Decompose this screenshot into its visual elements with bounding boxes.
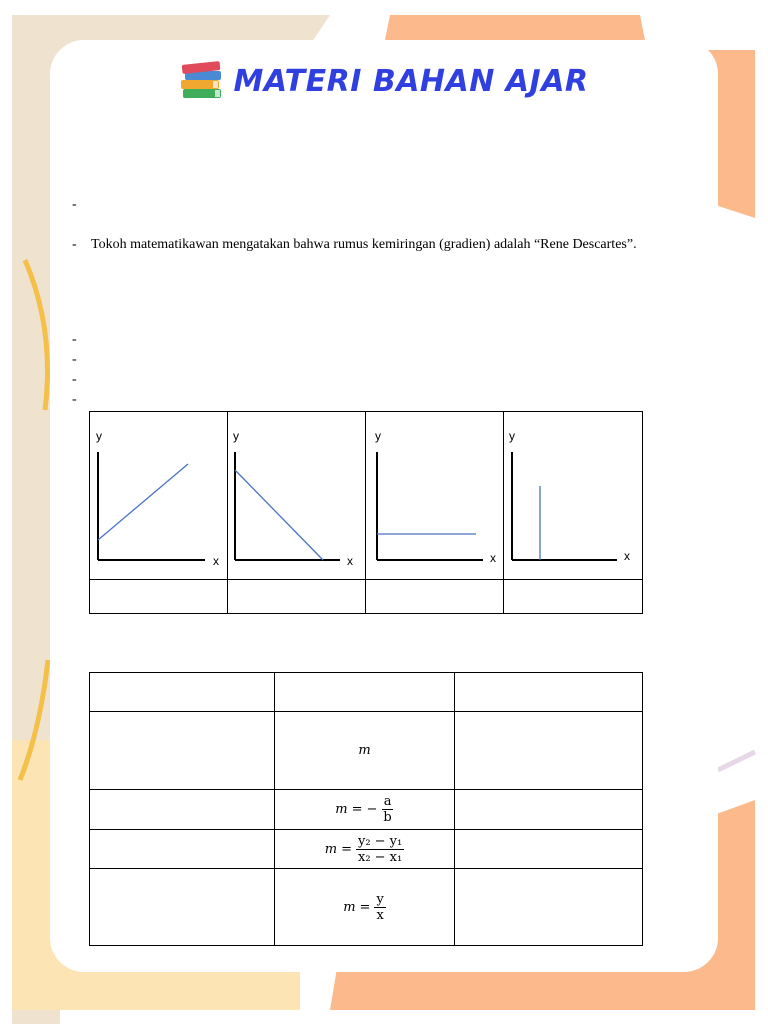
table-header-cell: [275, 673, 455, 712]
bullet-dash: -: [72, 392, 77, 407]
graph-zero-slope: [366, 412, 504, 579]
formula-equals: =: [359, 899, 371, 915]
table-cell: [454, 790, 642, 830]
fraction-denominator: x: [376, 907, 384, 923]
formula-cell-two-points: [275, 830, 455, 869]
formula-m: m: [343, 899, 356, 915]
bullet-dash: -: [72, 332, 77, 347]
table-cell: [90, 830, 275, 869]
table-cell: [454, 712, 642, 790]
x-axis-label: x: [623, 549, 630, 563]
y-axis-label: y: [233, 429, 240, 443]
gradient-formula-table: [89, 672, 643, 946]
gradient-graph-table: [89, 411, 643, 614]
x-axis-label: x: [213, 554, 219, 568]
formula-cell-m: [275, 712, 455, 790]
formula-fraction: [381, 794, 393, 825]
formula-fraction: [374, 892, 385, 923]
table-cell: [454, 830, 642, 869]
fraction-numerator: y₂ − y₁: [357, 833, 403, 849]
x-axis-label: x: [489, 551, 496, 565]
fraction-numerator: a: [383, 794, 392, 809]
y-axis-label: y: [96, 429, 102, 443]
graph-undefined-slope: [504, 412, 643, 579]
graph-cell-negative: [228, 412, 365, 580]
formula-minus: −: [366, 802, 378, 817]
graph-negative-slope: [228, 412, 365, 579]
page-header: [0, 56, 768, 106]
bullet-dash: -: [72, 372, 77, 387]
graph-caption-cell: [90, 580, 228, 614]
page-title: MATERI BAHAN AJAR: [233, 63, 589, 99]
formula-cell-ab: [275, 790, 455, 830]
bullet-dash: -: [72, 237, 77, 252]
table-cell: [454, 869, 642, 946]
fraction-denominator: b: [383, 810, 392, 825]
bullet-dash: -: [72, 352, 77, 367]
graph-cell-zero: [365, 412, 503, 580]
graph-positive-slope: [90, 412, 228, 579]
formula-m: m: [335, 802, 348, 817]
tokoh-paragraph: Tokoh matematikawan mengatakan bahwa rumus kemiringan (gradien) adalah “Rene Descartes”.: [91, 237, 637, 252]
graph-cell-positive: [90, 412, 228, 580]
graph-caption-cell: [503, 580, 642, 614]
table-cell: [90, 712, 275, 790]
graph-line: [98, 464, 188, 540]
graph-caption-cell: [228, 580, 365, 614]
table-cell: [90, 869, 275, 946]
books-icon: [179, 61, 225, 101]
table-header-cell: [454, 673, 642, 712]
y-axis-label: y: [374, 429, 381, 443]
formula-m: m: [324, 841, 338, 857]
x-axis-label: x: [347, 554, 354, 568]
formula-equals: =: [341, 841, 352, 857]
graph-line: [235, 470, 323, 560]
graph-cell-undefined: [503, 412, 642, 580]
graph-caption-cell: [365, 580, 503, 614]
y-axis-label: y: [508, 429, 515, 443]
formula-m: m: [358, 743, 371, 758]
fraction-numerator: y: [376, 891, 384, 907]
fraction-denominator: x₂ − x₁: [357, 849, 403, 865]
formula-cell-yx: [275, 869, 455, 946]
formula-fraction: [356, 834, 404, 865]
table-header-cell: [90, 673, 275, 712]
bullet-dash: -: [72, 197, 77, 212]
formula-equals: =: [351, 802, 363, 817]
table-cell: [90, 790, 275, 830]
